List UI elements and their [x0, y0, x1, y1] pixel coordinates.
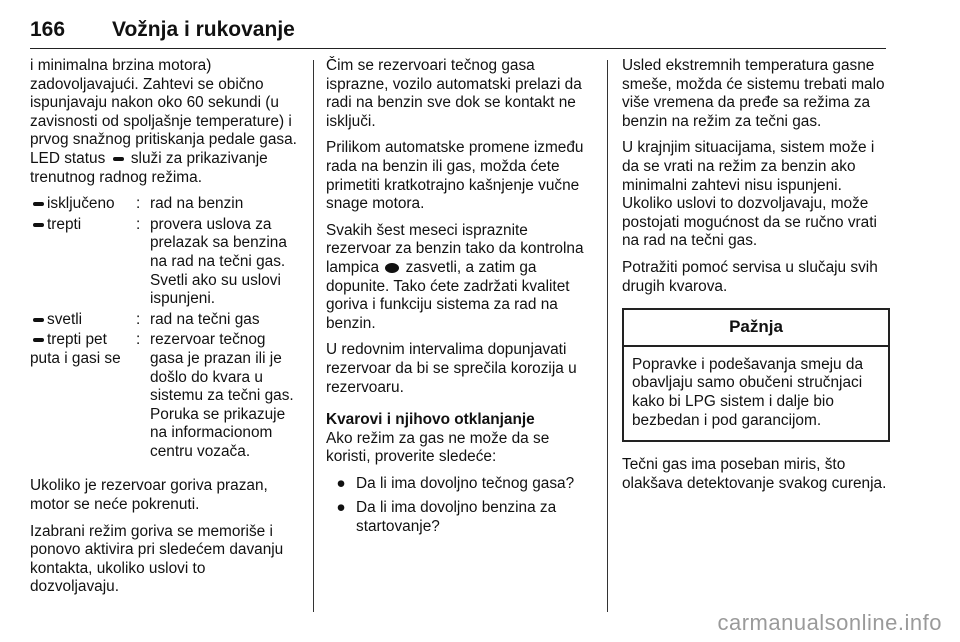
bullet-icon: ●	[336, 499, 346, 517]
status-description: rad na tečni gas	[150, 310, 260, 328]
page-number: 166	[30, 18, 66, 41]
status-separator: :	[136, 195, 141, 213]
column-1	[30, 57, 298, 605]
intro-paragraph	[30, 57, 298, 187]
status-row-on	[30, 311, 298, 330]
status-row-blink-five	[30, 331, 298, 461]
intro-text: i minimalna brzina motora) zadovoljavajući. Zahtevi se obično ispunjavaju nakon oko 60 sekundi (u zavisnosti od spoljašnje temperature) i prvog snažnog pritiskanja pedale gasa. LED status	[30, 57, 297, 167]
check-paragraph: Ako režim za gas ne može da se koristi, proverite sledeće:	[326, 429, 550, 466]
status-label: trepti	[47, 215, 82, 233]
status-row-blink	[30, 216, 298, 309]
empty-petrol-text: Svakih šest meseci ispraznite rezervoar za benzin tako da kontrolna lampica	[326, 221, 584, 276]
service-paragraph: Potražiti pomoć servisa u slučaju svih drugih kvarova.	[622, 258, 878, 295]
status-separator: :	[136, 310, 141, 328]
status-separator: :	[136, 331, 141, 349]
led-status-icon	[113, 157, 124, 161]
fuel-warning-lamp-icon	[385, 263, 399, 273]
column-3	[622, 57, 890, 501]
caution-title: Pažnja	[624, 310, 888, 347]
empty-petrol-text-end: zasvetli, a zatim ga dopunite. Tako ćete zadržati kvalitet goriva i funkciju sistema za rad na benzin.	[326, 258, 570, 332]
status-label: svetli	[47, 310, 83, 328]
led-status-icon	[33, 338, 44, 342]
bullet-text: Da li ima dovoljno benzina za startovanje?	[356, 499, 557, 536]
memory-paragraph: Izabrani režim goriva se memoriše i ponovo aktivira pri sledećem davanju kontakta, ukoliko uslovi to dozvoljavaju.	[30, 522, 284, 596]
bullet-item	[326, 475, 594, 494]
caution-box	[622, 308, 890, 442]
empty-tank-paragraph: Ukoliko je rezervoar goriva prazan, motor se neće pokrenuti.	[30, 477, 268, 514]
bullet-icon: ●	[336, 474, 346, 492]
temperature-paragraph: Usled ekstremnih temperatura gasne smeše, možda će sistemu trebati malo više vremena da pređe sa režima za benzin na režim za tečni gas.	[622, 57, 885, 130]
status-label: isključeno	[47, 195, 115, 213]
column-divider-2	[607, 60, 608, 612]
status-description: rezervoar tečnog gasa je prazan ili je došlo do kvara u sistemu za tečni gas. Poruka se prikazuje na informacionom centru vozača.	[150, 331, 294, 460]
intro-text-end: služi za prikazivanje trenutnog radnog režima.	[30, 149, 268, 186]
fallback-paragraph: U krajnjim situacijama, sistem može i da se vrati na režim za benzin ako minimalni zahtevi nisu ispunjeni. Ukoliko uslovi to dozvoljavaju, može postojati mogućnost da se ručno vrati na rad na tečni gas.	[622, 139, 877, 250]
auto-switch-paragraph: Čim se rezervoari tečnog gasa isprazne, vozilo automatski prelazi da radi na benzin sve dok se kontakt ne isključi.	[326, 57, 582, 130]
status-row-off	[30, 195, 298, 214]
refill-paragraph: U redovnim intervalima dopunjavati rezervoar da bi se sprečila korozija u rezervoaru.	[326, 341, 577, 396]
empty-petrol-paragraph	[326, 222, 594, 334]
smell-paragraph: Tečni gas ima poseban miris, što olakšava detektovanje svakog curenja.	[622, 456, 887, 492]
status-label: trepti pet puta i gasi se	[30, 331, 121, 367]
watermark: carmanualsonline.info	[717, 610, 942, 635]
page-header	[30, 16, 886, 49]
chapter-title: Vožnja i rukovanje	[112, 18, 295, 41]
caution-body: Popravke i podešavanja smeju da obavljaju samo obučeni stručnjaci kako bi LPG sistem i dalje bio bezbedan i pod garancijom.	[632, 355, 864, 429]
section-heading: Kvarovi i njihovo otklanjanje	[326, 411, 535, 429]
delay-paragraph: Prilikom automatske promene između rada na benzin ili gas, možda ćete primetiti kratkotrajno kašnjenje vučne snage motora.	[326, 139, 584, 213]
status-description: provera uslova za prelazak sa benzina na rad na tečni gas. Svetli ako su uslovi ispunjeni.	[150, 215, 287, 308]
led-status-icon	[33, 318, 44, 322]
bullet-item	[326, 499, 594, 536]
status-separator: :	[136, 215, 141, 233]
led-status-icon	[33, 223, 44, 227]
column-divider-1	[313, 60, 314, 612]
bullet-text: Da li ima dovoljno tečnog gasa?	[356, 474, 575, 492]
column-2	[326, 57, 594, 543]
status-description: rad na benzin	[150, 195, 244, 213]
led-status-icon	[33, 202, 44, 206]
